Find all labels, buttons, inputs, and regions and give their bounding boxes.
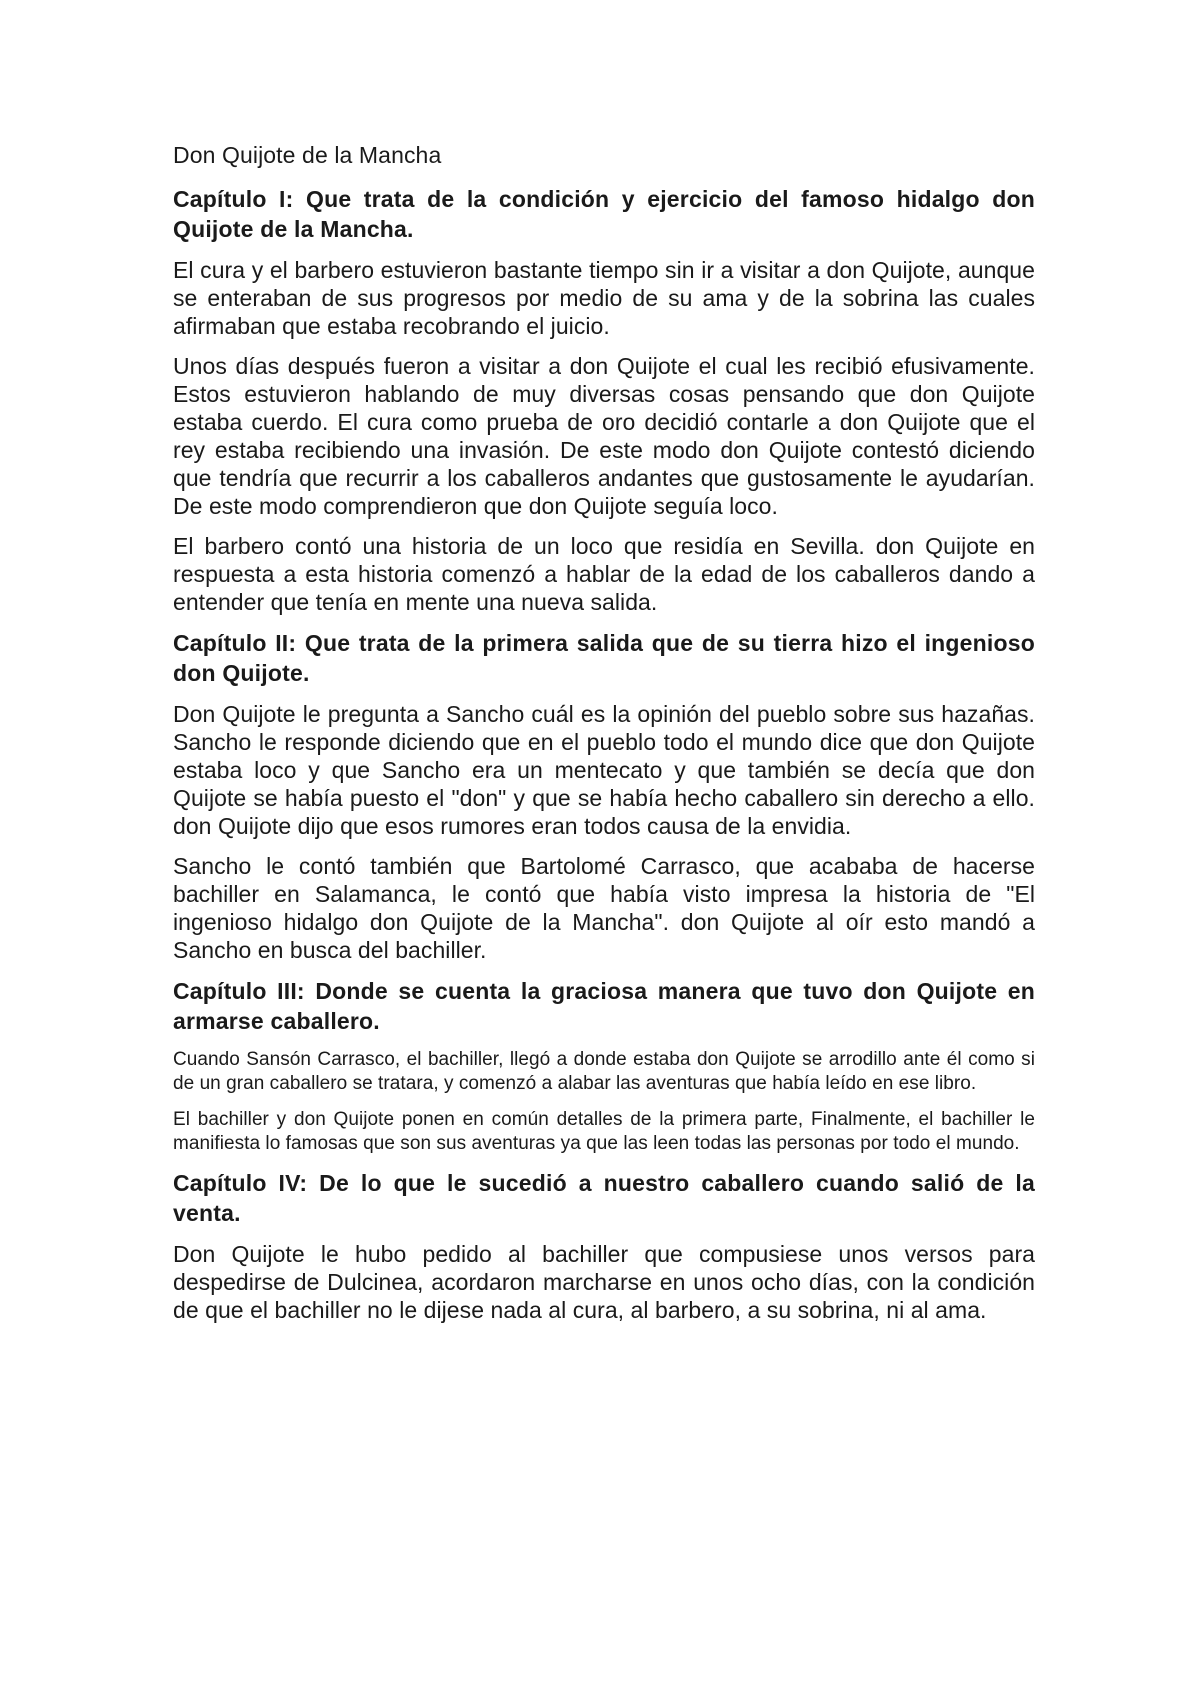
chapter-3-heading: Capítulo III: Donde se cuenta la graciosa manera que tuvo don Quijote en armarse caballero.: [173, 978, 1035, 1034]
chapter-1-paragraph-2: Unos días después fueron a visitar a don Quijote el cual les recibió efusivamente. Estos estuvieron hablando de muy diversas cosas pensando que don Quijote estaba cuerdo. El cura como prueba de oro decidió contarle a don Quijote que el rey estaba recibiendo una invasión. De este modo don Quijote contestó diciendo que tendría que recurrir a los caballeros andantes que gustosamente le ayudarían. De este modo comprendieron que don Quijote seguía loco.: [173, 353, 1035, 519]
chapter-3-paragraph-2: El bachiller y don Quijote ponen en común detalles de la primera parte, Finalmente, el bachiller le manifiesta lo famosas que son sus aventuras ya que las leen todas las personas por todo el mundo.: [173, 1109, 1035, 1154]
chapter-4-heading: Capítulo IV: De lo que le sucedió a nuestro caballero cuando salió de la venta.: [173, 1170, 1035, 1226]
chapter-2-paragraph-2: Sancho le contó también que Bartolomé Carrasco, que acababa de hacerse bachiller en Salamanca, le contó que había visto impresa la historia de "El ingenioso hidalgo don Quijote de la Mancha". don Quijote al oír esto mandó a Sancho en busca del bachiller.: [173, 853, 1035, 963]
chapter-1-paragraph-3: El barbero contó una historia de un loco que residía en Sevilla. don Quijote en respuesta a esta historia comenzó a hablar de la edad de los caballeros dando a entender que tenía en mente una nueva salida.: [173, 533, 1035, 615]
chapter-2-heading: Capítulo II: Que trata de la primera salida que de su tierra hizo el ingenioso don Quijote.: [173, 630, 1035, 686]
chapter-2-paragraph-1: Don Quijote le pregunta a Sancho cuál es la opinión del pueblo sobre sus hazañas. Sancho le responde diciendo que en el pueblo todo el mundo dice que don Quijote estaba loco y que Sancho era un mentecato y que también se decía que don Quijote se había puesto el "don" y que se había hecho caballero sin derecho a ello. don Quijote dijo que esos rumores eran todos causa de la envidia.: [173, 701, 1035, 839]
chapter-1-paragraph-1: El cura y el barbero estuvieron bastante tiempo sin ir a visitar a don Quijote, aunque se enteraban de sus progresos por medio de su ama y de la sobrina las cuales afirmaban que estaba recobrando el juicio.: [173, 257, 1035, 339]
chapter-3-paragraph-1: Cuando Sansón Carrasco, el bachiller, llegó a donde estaba don Quijote se arrodillo ante él como si de un gran caballero se tratara, y comenzó a alabar las aventuras que había leído en ese libro.: [173, 1049, 1035, 1094]
chapter-1-heading: Capítulo I: Que trata de la condición y ejercicio del famoso hidalgo don Quijote de la Mancha.: [173, 186, 1035, 242]
chapter-4-paragraph-1: Don Quijote le hubo pedido al bachiller que compusiese unos versos para despedirse de Dulcinea, acordaron marcharse en unos ocho días, con la condición de que el bachiller no le dijese nada al cura, al barbero, a su sobrina, ni al ama.: [173, 1241, 1035, 1323]
document-title: Don Quijote de la Mancha: [173, 142, 442, 168]
document-page: [173, 140, 1035, 1336]
